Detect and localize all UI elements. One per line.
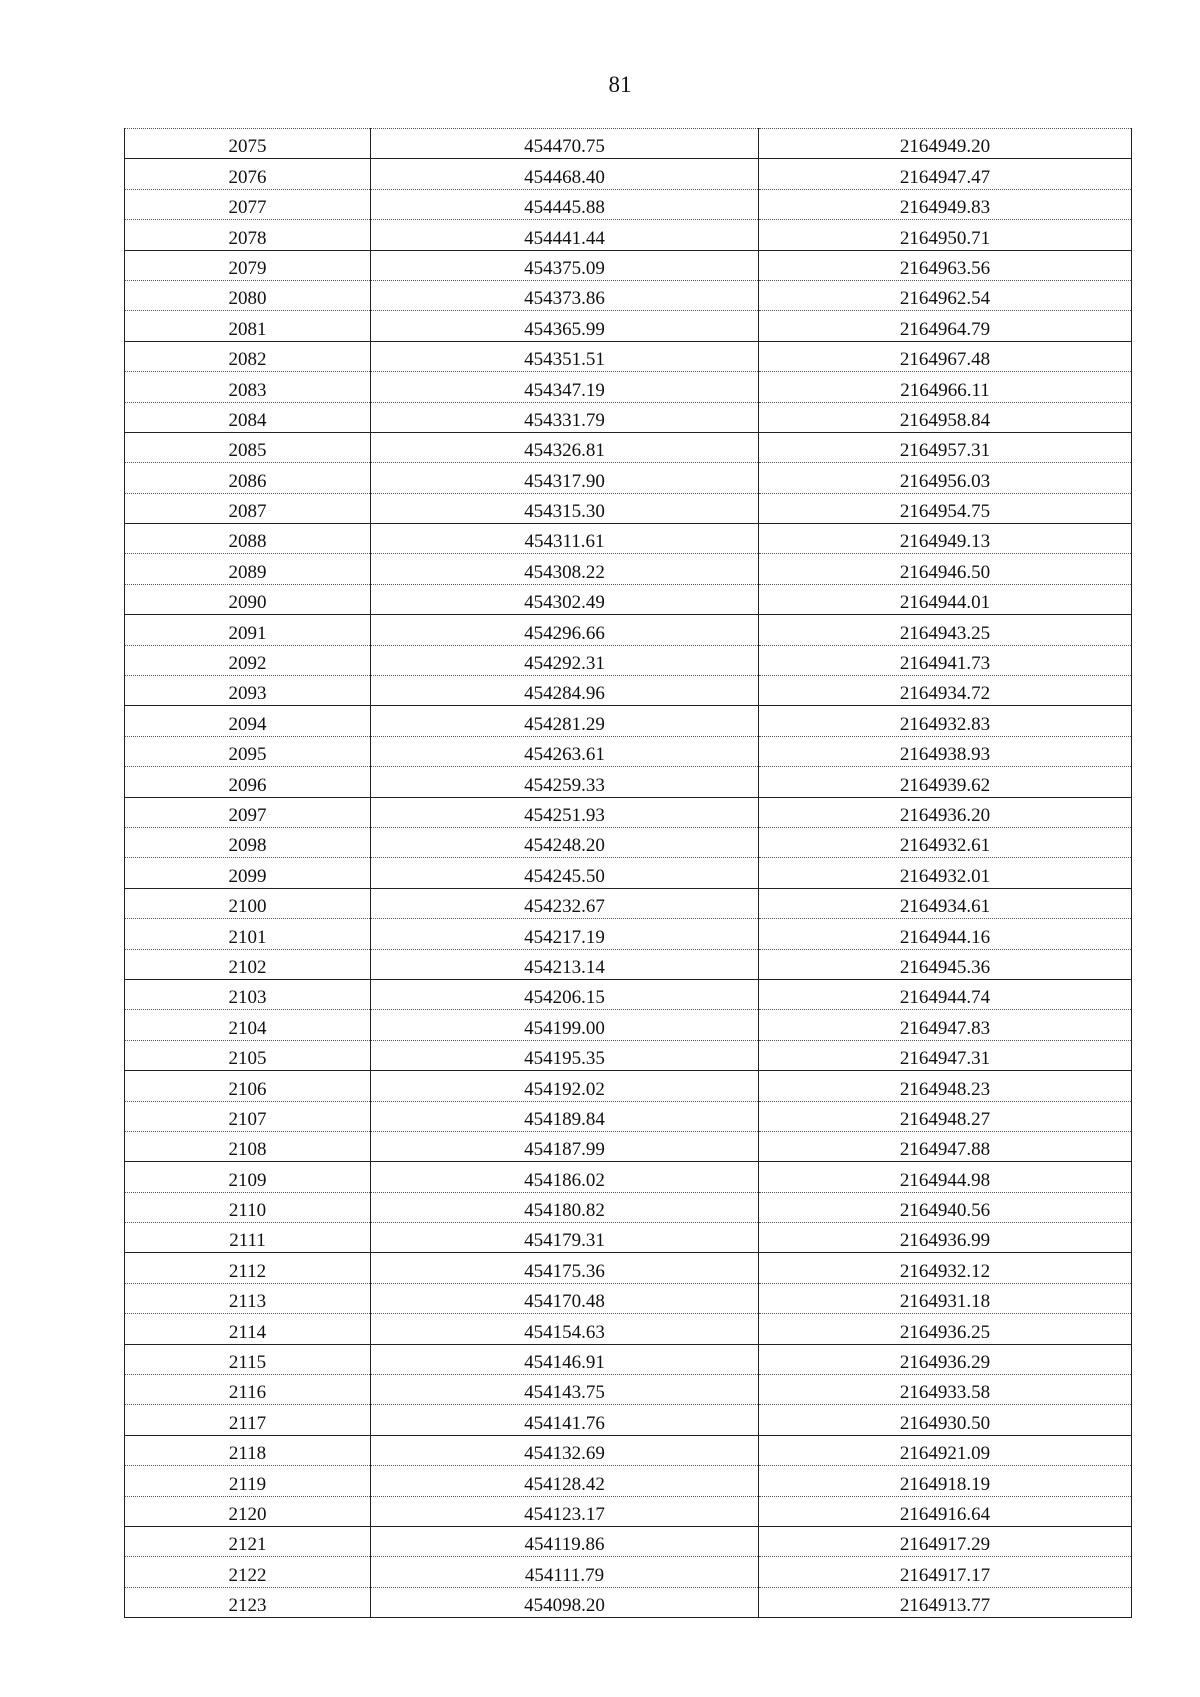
point-id-cell: 2115 — [125, 1344, 371, 1374]
y-coordinate-cell: 2164947.47 — [759, 159, 1132, 189]
x-coordinate-cell: 454468.40 — [371, 159, 759, 189]
point-id-cell: 2121 — [125, 1526, 371, 1556]
x-coordinate-cell: 454317.90 — [371, 463, 759, 493]
x-coordinate-cell: 454175.36 — [371, 1253, 759, 1283]
table-row — [125, 858, 1132, 888]
x-coordinate-cell: 454098.20 — [371, 1587, 759, 1617]
x-coordinate-cell: 454347.19 — [371, 372, 759, 402]
table-row — [125, 1466, 1132, 1496]
table-row — [125, 1496, 1132, 1526]
point-id-cell: 2093 — [125, 676, 371, 706]
y-coordinate-cell: 2164957.31 — [759, 432, 1132, 462]
point-id-cell: 2108 — [125, 1131, 371, 1161]
point-id-cell: 2119 — [125, 1466, 371, 1496]
point-id-cell: 2111 — [125, 1223, 371, 1253]
x-coordinate-cell: 454119.86 — [371, 1526, 759, 1556]
x-coordinate-cell: 454189.84 — [371, 1101, 759, 1131]
y-coordinate-cell: 2164948.27 — [759, 1101, 1132, 1131]
x-coordinate-cell: 454143.75 — [371, 1375, 759, 1405]
x-coordinate-cell: 454251.93 — [371, 797, 759, 827]
table-row — [125, 1010, 1132, 1040]
point-id-cell: 2084 — [125, 402, 371, 432]
point-id-cell: 2088 — [125, 524, 371, 554]
x-coordinate-cell: 454213.14 — [371, 949, 759, 979]
point-id-cell: 2090 — [125, 584, 371, 614]
y-coordinate-cell: 2164944.16 — [759, 919, 1132, 949]
y-coordinate-cell: 2164931.18 — [759, 1283, 1132, 1313]
coordinates-table — [124, 128, 1132, 1618]
x-coordinate-cell: 454326.81 — [371, 432, 759, 462]
x-coordinate-cell: 454263.61 — [371, 736, 759, 766]
table-row — [125, 1162, 1132, 1192]
x-coordinate-cell: 454179.31 — [371, 1223, 759, 1253]
point-id-cell: 2122 — [125, 1557, 371, 1587]
y-coordinate-cell: 2164950.71 — [759, 220, 1132, 250]
point-id-cell: 2098 — [125, 827, 371, 857]
y-coordinate-cell: 2164964.79 — [759, 311, 1132, 341]
y-coordinate-cell: 2164936.25 — [759, 1314, 1132, 1344]
point-id-cell: 2107 — [125, 1101, 371, 1131]
point-id-cell: 2109 — [125, 1162, 371, 1192]
y-coordinate-cell: 2164958.84 — [759, 402, 1132, 432]
y-coordinate-cell: 2164941.73 — [759, 645, 1132, 675]
point-id-cell: 2112 — [125, 1253, 371, 1283]
y-coordinate-cell: 2164967.48 — [759, 341, 1132, 371]
y-coordinate-cell: 2164932.83 — [759, 706, 1132, 736]
x-coordinate-cell: 454141.76 — [371, 1405, 759, 1435]
x-coordinate-cell: 454292.31 — [371, 645, 759, 675]
point-id-cell: 2123 — [125, 1587, 371, 1617]
point-id-cell: 2100 — [125, 888, 371, 918]
table-row — [125, 1405, 1132, 1435]
y-coordinate-cell: 2164944.01 — [759, 584, 1132, 614]
y-coordinate-cell: 2164946.50 — [759, 554, 1132, 584]
x-coordinate-cell: 454187.99 — [371, 1131, 759, 1161]
y-coordinate-cell: 2164936.20 — [759, 797, 1132, 827]
y-coordinate-cell: 2164939.62 — [759, 767, 1132, 797]
x-coordinate-cell: 454302.49 — [371, 584, 759, 614]
table-row — [125, 1253, 1132, 1283]
x-coordinate-cell: 454146.91 — [371, 1344, 759, 1374]
table-row — [125, 250, 1132, 280]
y-coordinate-cell: 2164932.01 — [759, 858, 1132, 888]
table-row — [125, 1101, 1132, 1131]
point-id-cell: 2075 — [125, 129, 371, 159]
x-coordinate-cell: 454132.69 — [371, 1435, 759, 1465]
x-coordinate-cell: 454245.50 — [371, 858, 759, 888]
point-id-cell: 2113 — [125, 1283, 371, 1313]
table-row — [125, 311, 1132, 341]
x-coordinate-cell: 454123.17 — [371, 1496, 759, 1526]
table-row — [125, 1557, 1132, 1587]
point-id-cell: 2118 — [125, 1435, 371, 1465]
table-row — [125, 676, 1132, 706]
table-row — [125, 706, 1132, 736]
table-row — [125, 1314, 1132, 1344]
point-id-cell: 2079 — [125, 250, 371, 280]
x-coordinate-cell: 454311.61 — [371, 524, 759, 554]
table-row — [125, 1587, 1132, 1617]
table-row — [125, 463, 1132, 493]
x-coordinate-cell: 454308.22 — [371, 554, 759, 584]
table-row — [125, 1071, 1132, 1101]
y-coordinate-cell: 2164966.11 — [759, 372, 1132, 402]
y-coordinate-cell: 2164936.99 — [759, 1223, 1132, 1253]
x-coordinate-cell: 454351.51 — [371, 341, 759, 371]
point-id-cell: 2094 — [125, 706, 371, 736]
y-coordinate-cell: 2164930.50 — [759, 1405, 1132, 1435]
y-coordinate-cell: 2164934.72 — [759, 676, 1132, 706]
y-coordinate-cell: 2164947.83 — [759, 1010, 1132, 1040]
point-id-cell: 2096 — [125, 767, 371, 797]
y-coordinate-cell: 2164954.75 — [759, 493, 1132, 523]
point-id-cell: 2082 — [125, 341, 371, 371]
point-id-cell: 2106 — [125, 1071, 371, 1101]
point-id-cell: 2087 — [125, 493, 371, 523]
x-coordinate-cell: 454259.33 — [371, 767, 759, 797]
table-row — [125, 1344, 1132, 1374]
table-row — [125, 1375, 1132, 1405]
x-coordinate-cell: 454170.48 — [371, 1283, 759, 1313]
x-coordinate-cell: 454365.99 — [371, 311, 759, 341]
point-id-cell: 2102 — [125, 949, 371, 979]
point-id-cell: 2117 — [125, 1405, 371, 1435]
table-row — [125, 341, 1132, 371]
table-body — [125, 129, 1132, 1618]
point-id-cell: 2085 — [125, 432, 371, 462]
point-id-cell: 2089 — [125, 554, 371, 584]
point-id-cell: 2120 — [125, 1496, 371, 1526]
y-coordinate-cell: 2164944.98 — [759, 1162, 1132, 1192]
point-id-cell: 2086 — [125, 463, 371, 493]
table-row — [125, 1283, 1132, 1313]
point-id-cell: 2103 — [125, 979, 371, 1009]
table-row — [125, 827, 1132, 857]
table-row — [125, 584, 1132, 614]
table-row — [125, 979, 1132, 1009]
y-coordinate-cell: 2164963.56 — [759, 250, 1132, 280]
table-row — [125, 220, 1132, 250]
table-row — [125, 1192, 1132, 1222]
y-coordinate-cell: 2164962.54 — [759, 280, 1132, 310]
point-id-cell: 2091 — [125, 615, 371, 645]
x-coordinate-cell: 454315.30 — [371, 493, 759, 523]
y-coordinate-cell: 2164913.77 — [759, 1587, 1132, 1617]
table-row — [125, 280, 1132, 310]
table-row — [125, 554, 1132, 584]
x-coordinate-cell: 454217.19 — [371, 919, 759, 949]
x-coordinate-cell: 454441.44 — [371, 220, 759, 250]
x-coordinate-cell: 454281.29 — [371, 706, 759, 736]
y-coordinate-cell: 2164949.20 — [759, 129, 1132, 159]
y-coordinate-cell: 2164949.83 — [759, 189, 1132, 219]
table-row — [125, 919, 1132, 949]
x-coordinate-cell: 454375.09 — [371, 250, 759, 280]
x-coordinate-cell: 454206.15 — [371, 979, 759, 1009]
table-row — [125, 1526, 1132, 1556]
table-row — [125, 1435, 1132, 1465]
table-row — [125, 402, 1132, 432]
y-coordinate-cell: 2164932.12 — [759, 1253, 1132, 1283]
x-coordinate-cell: 454284.96 — [371, 676, 759, 706]
x-coordinate-cell: 454331.79 — [371, 402, 759, 432]
point-id-cell: 2080 — [125, 280, 371, 310]
y-coordinate-cell: 2164932.61 — [759, 827, 1132, 857]
table-row — [125, 372, 1132, 402]
x-coordinate-cell: 454180.82 — [371, 1192, 759, 1222]
y-coordinate-cell: 2164917.29 — [759, 1526, 1132, 1556]
table-row — [125, 1223, 1132, 1253]
y-coordinate-cell: 2164943.25 — [759, 615, 1132, 645]
point-id-cell: 2097 — [125, 797, 371, 827]
x-coordinate-cell: 454199.00 — [371, 1010, 759, 1040]
y-coordinate-cell: 2164916.64 — [759, 1496, 1132, 1526]
table-row — [125, 888, 1132, 918]
point-id-cell: 2114 — [125, 1314, 371, 1344]
y-coordinate-cell: 2164940.56 — [759, 1192, 1132, 1222]
point-id-cell: 2099 — [125, 858, 371, 888]
table-row — [125, 129, 1132, 159]
point-id-cell: 2081 — [125, 311, 371, 341]
x-coordinate-cell: 454248.20 — [371, 827, 759, 857]
table-row — [125, 1131, 1132, 1161]
point-id-cell: 2083 — [125, 372, 371, 402]
table-row — [125, 189, 1132, 219]
point-id-cell: 2105 — [125, 1040, 371, 1070]
table-row — [125, 949, 1132, 979]
y-coordinate-cell: 2164948.23 — [759, 1071, 1132, 1101]
table-row — [125, 645, 1132, 675]
table-row — [125, 615, 1132, 645]
point-id-cell: 2110 — [125, 1192, 371, 1222]
x-coordinate-cell: 454470.75 — [371, 129, 759, 159]
point-id-cell: 2101 — [125, 919, 371, 949]
table-row — [125, 432, 1132, 462]
page-number: 81 — [608, 72, 632, 97]
point-id-cell: 2078 — [125, 220, 371, 250]
y-coordinate-cell: 2164947.31 — [759, 1040, 1132, 1070]
point-id-cell: 2104 — [125, 1010, 371, 1040]
y-coordinate-cell: 2164945.36 — [759, 949, 1132, 979]
y-coordinate-cell: 2164936.29 — [759, 1344, 1132, 1374]
table-row — [125, 493, 1132, 523]
x-coordinate-cell: 454373.86 — [371, 280, 759, 310]
y-coordinate-cell: 2164918.19 — [759, 1466, 1132, 1496]
table-row — [125, 1040, 1132, 1070]
x-coordinate-cell: 454232.67 — [371, 888, 759, 918]
y-coordinate-cell: 2164934.61 — [759, 888, 1132, 918]
x-coordinate-cell: 454192.02 — [371, 1071, 759, 1101]
x-coordinate-cell: 454195.35 — [371, 1040, 759, 1070]
x-coordinate-cell: 454154.63 — [371, 1314, 759, 1344]
y-coordinate-cell: 2164956.03 — [759, 463, 1132, 493]
y-coordinate-cell: 2164947.88 — [759, 1131, 1132, 1161]
table-row — [125, 159, 1132, 189]
y-coordinate-cell: 2164949.13 — [759, 524, 1132, 554]
x-coordinate-cell: 454296.66 — [371, 615, 759, 645]
y-coordinate-cell: 2164921.09 — [759, 1435, 1132, 1465]
y-coordinate-cell: 2164944.74 — [759, 979, 1132, 1009]
point-id-cell: 2092 — [125, 645, 371, 675]
x-coordinate-cell: 454445.88 — [371, 189, 759, 219]
y-coordinate-cell: 2164933.58 — [759, 1375, 1132, 1405]
y-coordinate-cell: 2164938.93 — [759, 736, 1132, 766]
x-coordinate-cell: 454111.79 — [371, 1557, 759, 1587]
x-coordinate-cell: 454186.02 — [371, 1162, 759, 1192]
y-coordinate-cell: 2164917.17 — [759, 1557, 1132, 1587]
x-coordinate-cell: 454128.42 — [371, 1466, 759, 1496]
table-row — [125, 797, 1132, 827]
point-id-cell: 2116 — [125, 1375, 371, 1405]
table-row — [125, 767, 1132, 797]
table-row — [125, 736, 1132, 766]
point-id-cell: 2076 — [125, 159, 371, 189]
point-id-cell: 2077 — [125, 189, 371, 219]
table-row — [125, 524, 1132, 554]
point-id-cell: 2095 — [125, 736, 371, 766]
